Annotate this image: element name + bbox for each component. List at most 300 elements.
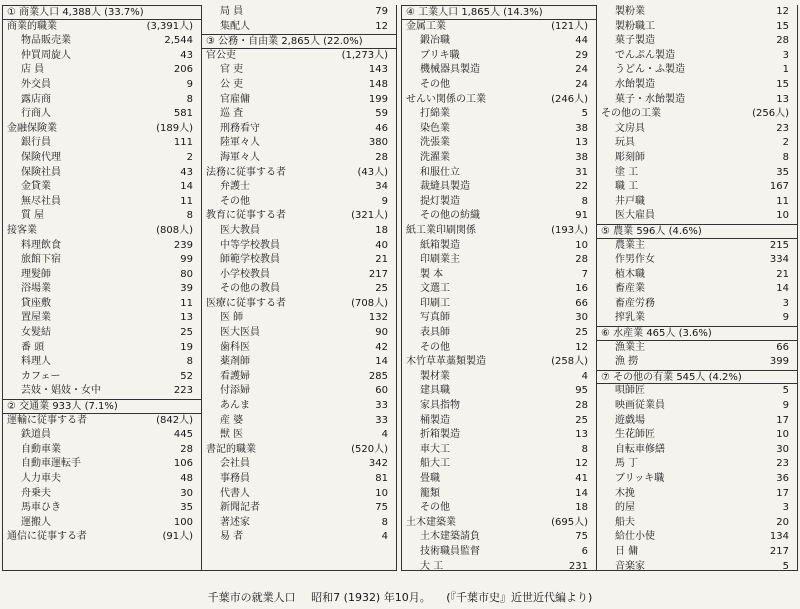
row-label: 仲買周旋人 xyxy=(21,49,71,61)
row-value: (321人) xyxy=(351,210,388,222)
row-value: (1,273人) xyxy=(341,49,388,61)
table-row xyxy=(202,151,396,166)
table-row xyxy=(402,545,596,560)
row-label: 浴場業 xyxy=(21,283,51,295)
section-header xyxy=(3,399,201,414)
row-label: 人力車夫 xyxy=(21,473,61,484)
row-value: 10 xyxy=(776,210,789,222)
subcategory-row xyxy=(3,224,201,239)
row-label: 金融保険業 xyxy=(7,122,57,134)
table-row xyxy=(202,428,396,443)
table-row xyxy=(597,530,797,545)
table-row xyxy=(3,297,201,312)
row-value: 581 xyxy=(173,108,193,120)
row-label: 製 本 xyxy=(420,268,444,280)
row-label: 看護婦 xyxy=(220,370,250,382)
row-label: 巡 査 xyxy=(220,108,244,120)
row-value: 239 xyxy=(173,239,193,251)
row-value: 8 xyxy=(782,151,789,163)
subcategory-row xyxy=(402,20,596,35)
row-value: 15 xyxy=(776,20,789,32)
table-row xyxy=(597,560,797,571)
row-label: 旅館下宿 xyxy=(21,254,61,266)
row-label: 彫刻師 xyxy=(615,151,645,163)
row-label: その他 xyxy=(420,78,450,90)
table-row xyxy=(402,107,596,122)
row-label: 中等学校教員 xyxy=(220,239,280,251)
row-value: 13 xyxy=(180,312,193,324)
row-value: 143 xyxy=(368,64,388,76)
row-label: 打綿業 xyxy=(420,108,450,120)
subcategory-row xyxy=(3,414,201,429)
row-label: 塗 工 xyxy=(615,166,639,178)
table-row xyxy=(597,414,797,429)
row-value: 21 xyxy=(375,254,388,266)
row-label: 芸妓・娼妓・女中 xyxy=(21,385,101,397)
table-row xyxy=(3,428,201,443)
subcategory-row xyxy=(3,122,201,137)
row-label: 鍛冶職 xyxy=(420,35,450,47)
row-value: 14 xyxy=(375,356,388,368)
section-header xyxy=(202,34,396,49)
row-label: 映画従業員 xyxy=(615,400,665,412)
table-row xyxy=(402,560,596,571)
row-label: 物品販売業 xyxy=(21,35,71,47)
table-row xyxy=(202,282,396,297)
row-label: 大 工 xyxy=(420,560,444,571)
row-value: 2 xyxy=(186,151,193,163)
row-label: 木挽 xyxy=(615,487,635,499)
table-row xyxy=(597,93,797,108)
row-label: 家具指物 xyxy=(420,400,460,412)
table-row xyxy=(597,472,797,487)
row-label: 海軍々人 xyxy=(220,151,260,163)
table-row xyxy=(202,93,396,108)
table-row xyxy=(402,282,596,297)
table-row xyxy=(202,530,396,545)
row-label: 製粉職工 xyxy=(615,20,655,32)
row-value: 23 xyxy=(776,122,789,134)
table-row xyxy=(402,78,596,93)
row-value: 14 xyxy=(180,181,193,193)
row-value: 20 xyxy=(776,516,789,528)
row-value: 75 xyxy=(375,502,388,514)
table-row xyxy=(402,122,596,137)
row-label: ブリキ職 xyxy=(420,49,460,61)
row-label: 唄師匠 xyxy=(615,385,645,397)
table-row xyxy=(402,370,596,385)
row-value: 43 xyxy=(180,49,193,61)
subcategory-row xyxy=(3,530,201,545)
table-row xyxy=(202,341,396,356)
row-label: 師範学校教員 xyxy=(220,254,280,266)
row-label: 作男作女 xyxy=(615,254,655,266)
column-1 xyxy=(2,5,202,571)
row-value: 8 xyxy=(581,195,588,207)
row-label: 漁 撈 xyxy=(615,356,639,368)
row-value: 23 xyxy=(776,458,789,470)
table-row xyxy=(202,253,396,268)
table-row xyxy=(3,516,201,531)
row-label: 給仕小使 xyxy=(615,531,655,543)
row-label: 籠類 xyxy=(420,487,440,499)
row-label: 菓子製造 xyxy=(615,35,655,47)
row-value: 217 xyxy=(769,545,789,557)
table-row xyxy=(3,487,201,502)
table-row xyxy=(3,34,201,49)
row-value: (246人) xyxy=(551,93,588,105)
subcategory-row xyxy=(3,20,201,35)
row-value: 5 xyxy=(782,560,789,571)
row-value: 111 xyxy=(173,137,193,149)
table-row xyxy=(3,472,201,487)
row-value: 4 xyxy=(381,429,388,441)
row-value: 24 xyxy=(575,64,588,76)
table-row xyxy=(402,136,596,151)
row-label: 番 頭 xyxy=(21,341,45,353)
row-value: 6 xyxy=(581,545,588,557)
table-row xyxy=(597,268,797,283)
row-value: 35 xyxy=(180,502,193,514)
row-value: 30 xyxy=(180,487,193,499)
row-value: 17 xyxy=(776,487,789,499)
row-value: 90 xyxy=(375,327,388,339)
subcategory-row xyxy=(402,93,596,108)
table-row xyxy=(402,268,596,283)
row-value: 10 xyxy=(776,429,789,441)
row-label: 局 員 xyxy=(220,6,244,17)
table-row xyxy=(597,428,797,443)
table-row xyxy=(202,180,396,195)
row-value: 13 xyxy=(575,429,588,441)
row-value: 28 xyxy=(375,151,388,163)
table-row xyxy=(202,472,396,487)
row-value: 10 xyxy=(575,239,588,251)
row-label: 自動車業 xyxy=(21,443,61,455)
row-label: 畜産業 xyxy=(615,283,645,295)
row-label: 菓子・水飴製造 xyxy=(615,93,685,105)
row-label: 医大雇員 xyxy=(615,210,655,222)
table-row xyxy=(402,49,596,64)
row-label: 馬車ひき xyxy=(21,502,61,514)
table-row xyxy=(597,545,797,560)
row-value: (695人) xyxy=(551,516,588,528)
row-value: 99 xyxy=(180,254,193,266)
row-label: 紙工業印刷関係 xyxy=(406,224,476,236)
row-label: 官雇傭 xyxy=(220,93,250,105)
row-value: 95 xyxy=(575,385,588,397)
row-value: 3 xyxy=(782,502,789,514)
row-label: 会社員 xyxy=(220,458,250,470)
row-label: ② 交通業 933人 (7.1%) xyxy=(7,401,118,413)
row-value: 42 xyxy=(375,341,388,353)
table-row xyxy=(597,487,797,502)
table-row xyxy=(597,151,797,166)
table-row xyxy=(202,20,396,35)
row-label: 理髪師 xyxy=(21,268,51,280)
row-label: 提灯製造 xyxy=(420,195,460,207)
table-row xyxy=(3,209,201,224)
row-label: 文房具 xyxy=(615,122,645,134)
row-value: 10 xyxy=(375,487,388,499)
row-value: 66 xyxy=(575,297,588,309)
row-label: 折箱製造 xyxy=(420,429,460,441)
row-label: 音楽家 xyxy=(615,560,645,571)
row-label: 小学校教員 xyxy=(220,268,270,280)
row-value: (193人) xyxy=(551,224,588,236)
row-label: 的屋 xyxy=(615,502,635,514)
row-label: 職 工 xyxy=(615,181,639,193)
row-value: 12 xyxy=(375,20,388,32)
table-row xyxy=(402,501,596,516)
subcategory-row xyxy=(402,224,596,239)
table-row xyxy=(402,151,596,166)
table-row xyxy=(597,297,797,312)
row-value: 3 xyxy=(782,49,789,61)
table-row xyxy=(597,34,797,49)
row-value: 33 xyxy=(375,414,388,426)
row-value: 60 xyxy=(375,385,388,397)
row-value: 34 xyxy=(375,181,388,193)
row-label: 料理人 xyxy=(21,356,51,368)
table-row xyxy=(402,253,596,268)
row-label: ⑤ 農業 596人 (4.6%) xyxy=(601,225,702,237)
row-value: 18 xyxy=(575,502,588,514)
row-value: (3,391人) xyxy=(146,20,193,32)
subcategory-row xyxy=(597,107,797,122)
row-value: 11 xyxy=(180,297,193,309)
row-label: ⑥ 水産業 465人 (3.6%) xyxy=(601,328,712,340)
table-row xyxy=(3,326,201,341)
row-label: うどん・ふ製造 xyxy=(615,64,685,76)
row-label: 日 傭 xyxy=(615,545,639,557)
table-row xyxy=(3,457,201,472)
table-row xyxy=(597,136,797,151)
column-4 xyxy=(596,5,798,571)
section-header xyxy=(3,5,201,20)
row-label: せんい関係の工業 xyxy=(406,93,486,105)
table-row xyxy=(597,122,797,137)
row-value: 24 xyxy=(575,78,588,90)
row-label: ブリッキ職 xyxy=(615,473,665,484)
table-row xyxy=(402,530,596,545)
table-row xyxy=(597,49,797,64)
table-row xyxy=(597,209,797,224)
table-row xyxy=(3,166,201,181)
caption-title: 千葉市の就業人口 xyxy=(207,591,296,604)
row-label: 弁護士 xyxy=(220,181,250,193)
table-row xyxy=(3,384,201,399)
row-value: 9 xyxy=(782,400,789,412)
table-row xyxy=(402,384,596,399)
row-label: ④ 工業人口 1,865人 (14.3%) xyxy=(406,7,543,18)
table-row xyxy=(597,239,797,254)
row-label: 料理飲食 xyxy=(21,239,61,251)
row-label: ⑦ その他の有業 545人 (4.2%) xyxy=(601,371,742,383)
column-2 xyxy=(201,5,397,571)
row-value: 33 xyxy=(375,400,388,412)
table-row xyxy=(202,399,396,414)
row-label: 外交員 xyxy=(21,78,51,90)
table-row xyxy=(402,341,596,356)
row-label: 建具職 xyxy=(420,385,450,397)
row-label: 和服仕立 xyxy=(420,166,460,178)
row-label: 搾乳業 xyxy=(615,312,645,324)
row-value: 132 xyxy=(368,312,388,324)
table-row xyxy=(202,384,396,399)
table-row xyxy=(3,268,201,283)
row-value: 2 xyxy=(782,137,789,149)
row-label: 女髪結 xyxy=(21,327,51,339)
table-row xyxy=(202,516,396,531)
row-label: 表具師 xyxy=(420,327,450,339)
row-value: 223 xyxy=(173,385,193,397)
row-value: 8 xyxy=(186,93,193,105)
row-label: その他 xyxy=(420,502,450,514)
row-label: 医療に従事する者 xyxy=(206,297,286,309)
table-row xyxy=(3,253,201,268)
row-label: 井戸職 xyxy=(615,195,645,207)
row-label: 医大医員 xyxy=(220,327,260,339)
table-row xyxy=(402,457,596,472)
table-row xyxy=(597,457,797,472)
row-value: 5 xyxy=(782,385,789,397)
row-value: 1 xyxy=(782,64,789,76)
row-label: 植木職 xyxy=(615,268,645,280)
table-row xyxy=(402,472,596,487)
table-caption xyxy=(0,589,800,605)
row-label: 製材業 xyxy=(420,370,450,382)
row-label: 法務に従事する者 xyxy=(206,166,286,178)
table-row xyxy=(3,93,201,108)
row-label: 接客業 xyxy=(7,224,37,236)
row-label: 遊戯場 xyxy=(615,414,645,426)
row-value: (842人) xyxy=(156,414,193,426)
row-value: (121人) xyxy=(551,20,588,32)
row-value: 8 xyxy=(186,356,193,368)
row-value: 399 xyxy=(769,356,789,368)
row-label: 商業的職業 xyxy=(7,20,57,32)
caption-source: (『千葉市史』近世近代編より) xyxy=(446,591,593,604)
table-row xyxy=(597,195,797,210)
row-label: 医大教員 xyxy=(220,224,260,236)
row-value: (43人) xyxy=(357,166,388,178)
row-label: 刑務看守 xyxy=(220,122,260,134)
table-row xyxy=(202,5,396,20)
row-value: (91人) xyxy=(162,531,193,543)
row-label: 写真師 xyxy=(420,312,450,324)
table-row xyxy=(3,355,201,370)
table-row xyxy=(597,399,797,414)
table-row xyxy=(597,501,797,516)
row-value: 75 xyxy=(575,531,588,543)
row-label: 書記的職業 xyxy=(206,443,256,455)
table-row xyxy=(597,166,797,181)
row-value: 35 xyxy=(776,166,789,178)
row-value: (808人) xyxy=(156,224,193,236)
row-label: 保険代理 xyxy=(21,151,61,163)
row-value: 100 xyxy=(173,516,193,528)
row-label: 土木建築業 xyxy=(406,516,456,528)
table-row xyxy=(3,49,201,64)
row-label: 行商人 xyxy=(21,108,51,120)
table-row xyxy=(597,180,797,195)
row-label: ③ 公務・自由業 2,865人 (22.0%) xyxy=(206,36,363,48)
row-value: (258人) xyxy=(551,356,588,368)
table-row xyxy=(3,443,201,458)
table-row xyxy=(202,457,396,472)
row-value: 167 xyxy=(769,181,789,193)
table-row xyxy=(202,136,396,151)
table-row xyxy=(202,501,396,516)
row-label: でんぷん製造 xyxy=(615,49,675,61)
table-row xyxy=(3,151,201,166)
row-label: 技術職員監督 xyxy=(420,545,480,557)
table-row xyxy=(202,195,396,210)
row-value: 28 xyxy=(575,400,588,412)
section-header xyxy=(402,5,596,20)
subcategory-row xyxy=(202,209,396,224)
row-value: 39 xyxy=(180,283,193,295)
table-row xyxy=(202,326,396,341)
row-value: 17 xyxy=(776,414,789,426)
row-value: 7 xyxy=(581,268,588,280)
row-label: 金属工業 xyxy=(406,20,446,32)
subcategory-row xyxy=(202,297,396,312)
row-label: 運搬人 xyxy=(21,516,51,528)
table-row xyxy=(597,355,797,370)
row-value: 44 xyxy=(575,35,588,47)
section-header xyxy=(597,326,797,341)
subcategory-row xyxy=(202,49,396,64)
subcategory-row xyxy=(402,516,596,531)
table-row xyxy=(402,311,596,326)
row-value: 59 xyxy=(375,108,388,120)
row-value: 106 xyxy=(173,458,193,470)
row-label: ① 商業人口 4,388人 (33.7%) xyxy=(7,7,144,18)
row-label: 官 吏 xyxy=(220,64,244,76)
row-label: 洗張業 xyxy=(420,137,450,149)
row-value: 38 xyxy=(575,151,588,163)
table-row xyxy=(202,311,396,326)
row-value: 14 xyxy=(776,283,789,295)
table-row xyxy=(402,414,596,429)
table-row xyxy=(3,63,201,78)
table-row xyxy=(202,370,396,385)
table-row xyxy=(3,239,201,254)
row-label: 歯科医 xyxy=(220,341,250,353)
table-row xyxy=(3,370,201,385)
row-label: 畜産労務 xyxy=(615,297,655,309)
table-row xyxy=(3,501,201,516)
table-row xyxy=(3,195,201,210)
row-label: 代書人 xyxy=(220,487,250,499)
row-value: 48 xyxy=(180,473,193,484)
row-value: 8 xyxy=(581,443,588,455)
row-label: 自動車運転手 xyxy=(21,458,81,470)
row-value: 16 xyxy=(575,283,588,295)
table-row xyxy=(202,268,396,283)
row-value: 13 xyxy=(776,93,789,105)
row-value: 12 xyxy=(776,6,789,17)
table-row xyxy=(3,282,201,297)
table-row xyxy=(202,239,396,254)
column-3 xyxy=(401,5,597,571)
row-value: 148 xyxy=(368,78,388,90)
row-label: 木竹草革藁類製造 xyxy=(406,356,486,368)
row-label: 陸軍々人 xyxy=(220,137,260,149)
section-header xyxy=(597,370,797,385)
